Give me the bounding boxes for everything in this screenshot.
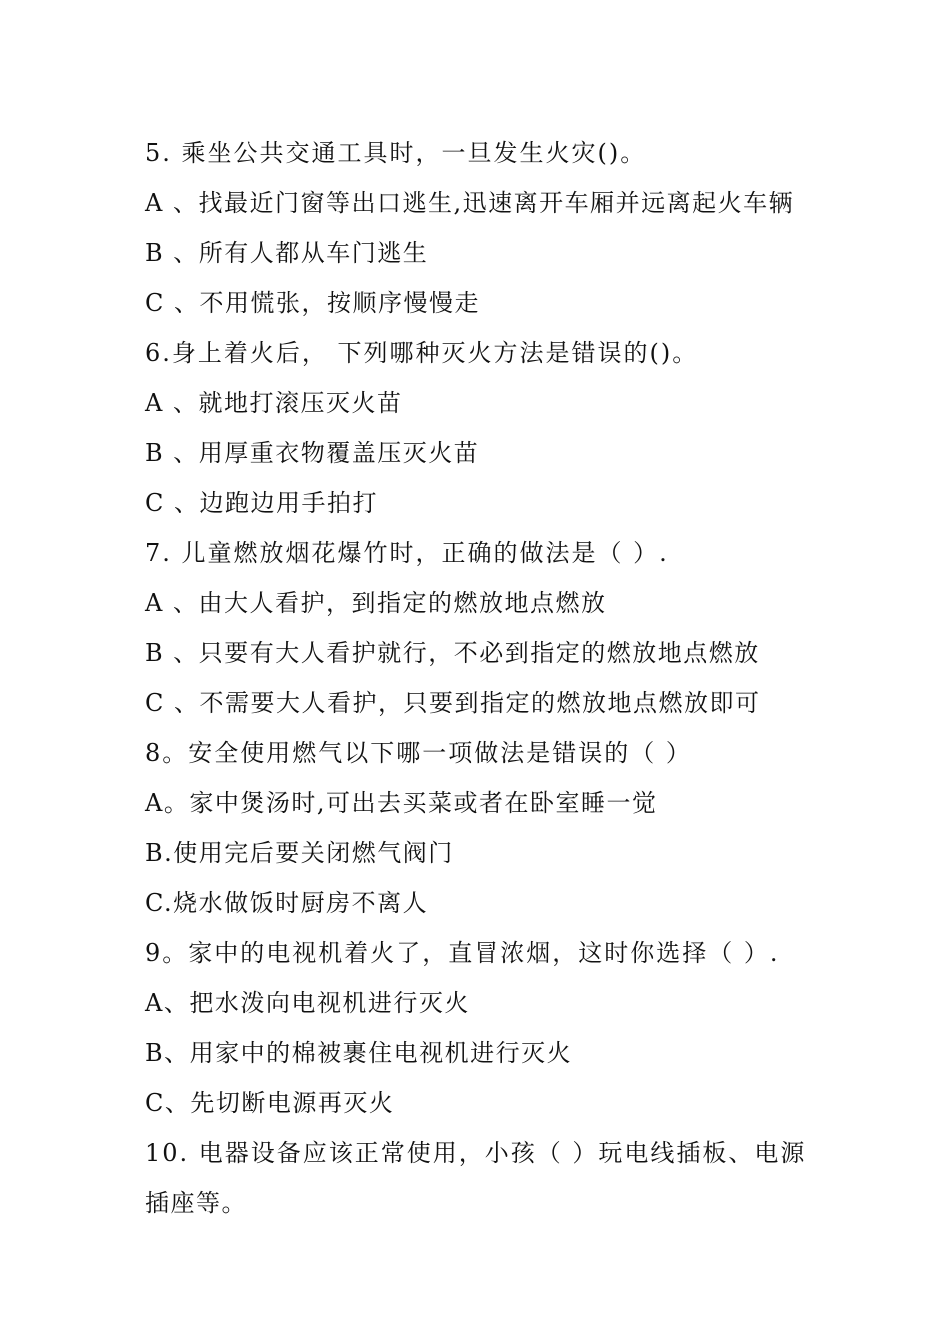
option-5a: A 、找最近门窗等出口逃生,迅速离开车厢并远离起火车辆 (145, 189, 795, 217)
option-6b: B 、用厚重衣物覆盖压灭火苗 (145, 439, 480, 467)
option-8c: C.烧水做饭时厨房不离人 (145, 889, 429, 917)
question-8: 8。安全使用燃气以下哪一项做法是错误的（ ） (145, 739, 692, 767)
option-5b: B 、所有人都从车门逃生 (145, 239, 429, 267)
option-7a: A 、由大人看护，到指定的燃放地点燃放 (145, 589, 607, 617)
question-9: 9。家中的电视机着火了，直冒浓烟，这时你选择（ ）. (145, 939, 780, 967)
option-9a: A、把水泼向电视机进行灭火 (145, 989, 470, 1017)
quiz-content (145, 128, 825, 1228)
option-9c: C、先切断电源再灭火 (145, 1089, 395, 1117)
option-9b: B、用家中的棉被裹住电视机进行灭火 (145, 1039, 573, 1067)
question-10: 10. 电器设备应该正常使用，小孩（ ）玩电线插板、电源 (145, 1139, 807, 1167)
question-7: 7. 儿童燃放烟花爆竹时，正确的做法是（ ）. (145, 539, 669, 567)
question-10-continuation: 插座等。 (145, 1189, 247, 1217)
option-8b: B.使用完后要关闭燃气阀门 (145, 839, 454, 867)
question-6: 6.身上着火后， 下列哪种灭火方法是错误的()。 (145, 339, 699, 367)
option-7b: B 、只要有大人看护就行，不必到指定的燃放地点燃放 (145, 639, 760, 667)
option-7c: C 、不需要大人看护，只要到指定的燃放地点燃放即可 (145, 689, 761, 717)
question-5: 5. 乘坐公共交通工具时，一旦发生火灾()。 (145, 139, 647, 167)
option-5c: C 、不用慌张，按顺序慢慢走 (145, 289, 480, 317)
option-6c: C 、边跑边用手拍打 (145, 489, 378, 517)
option-8a: A。家中煲汤时,可出去买菜或者在卧室睡一觉 (145, 789, 658, 817)
option-6a: A 、就地打滚压灭火苗 (145, 389, 403, 417)
